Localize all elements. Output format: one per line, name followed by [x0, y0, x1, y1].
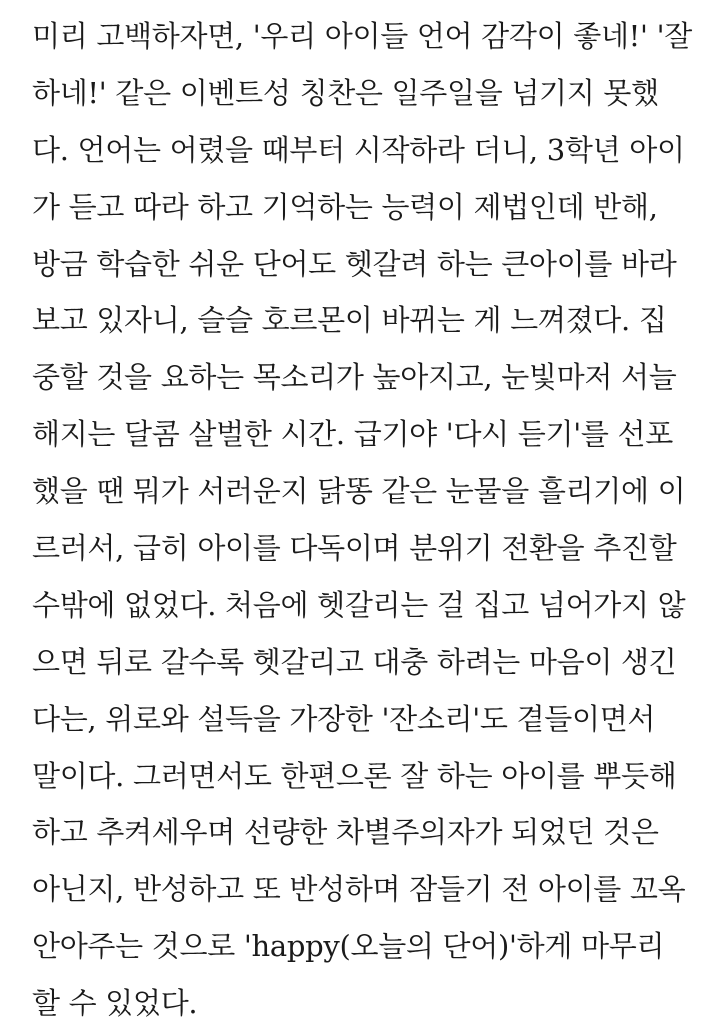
text-line: 중할 것을 요하는 목소리가 높아지고, 눈빛마저 서늘 — [32, 360, 677, 395]
text-line: 아닌지, 반성하고 또 반성하며 잠들기 전 아이를 꼬옥 — [32, 872, 686, 907]
text-line: 했을 땐 뭐가 서러운지 닭똥 같은 눈물을 흘리기에 이 — [32, 474, 686, 509]
text-line: 보고 있자니, 슬슬 호르몬이 바뀌는 게 느껴졌다. 집 — [32, 303, 667, 338]
text-line: 하고 추켜세우며 선량한 차별주의자가 되었던 것은 — [32, 815, 659, 850]
text-line: 르러서, 급히 아이를 다독이며 분위기 전환을 추진할 — [32, 531, 677, 566]
text-line: 말이다. 그러면서도 한편으론 잘 하는 아이를 뿌듯해 — [32, 758, 677, 793]
text-line: 미리 고백하자면, '우리 아이들 언어 감각이 좋네!' '잘 — [32, 19, 692, 53]
article-body — [32, 8, 702, 1032]
text-line: 가 듣고 따라 하고 기억하는 능력이 제법인데 반해, — [32, 189, 658, 224]
text-line: 해지는 달콤 살벌한 시간. 급기야 '다시 듣기'를 선포 — [32, 417, 673, 452]
text-line: 수밖에 없었다. 처음에 헷갈리는 걸 집고 넘어가지 않 — [32, 587, 686, 622]
text-line: 하네!' 같은 이벤트성 칭찬은 일주일을 넘기지 못했 — [32, 75, 659, 110]
text-line: 방금 학습한 쉬운 단어도 헷갈려 하는 큰아이를 바라 — [32, 246, 677, 281]
text-line: 으면 뒤로 갈수록 헷갈리고 대충 하려는 마음이 생긴 — [32, 644, 677, 679]
text-line: 할 수 있었다. — [32, 986, 198, 1021]
text-line: 안아주는 것으로 'happy(오늘의 단어)'하게 마무리 — [32, 929, 665, 964]
text-line: 다. 언어는 어렸을 때부터 시작하라 더니, 3학년 아이 — [32, 132, 685, 167]
text-line: 다는, 위로와 설득을 가장한 '잔소리'도 곁들이면서 — [32, 701, 656, 736]
